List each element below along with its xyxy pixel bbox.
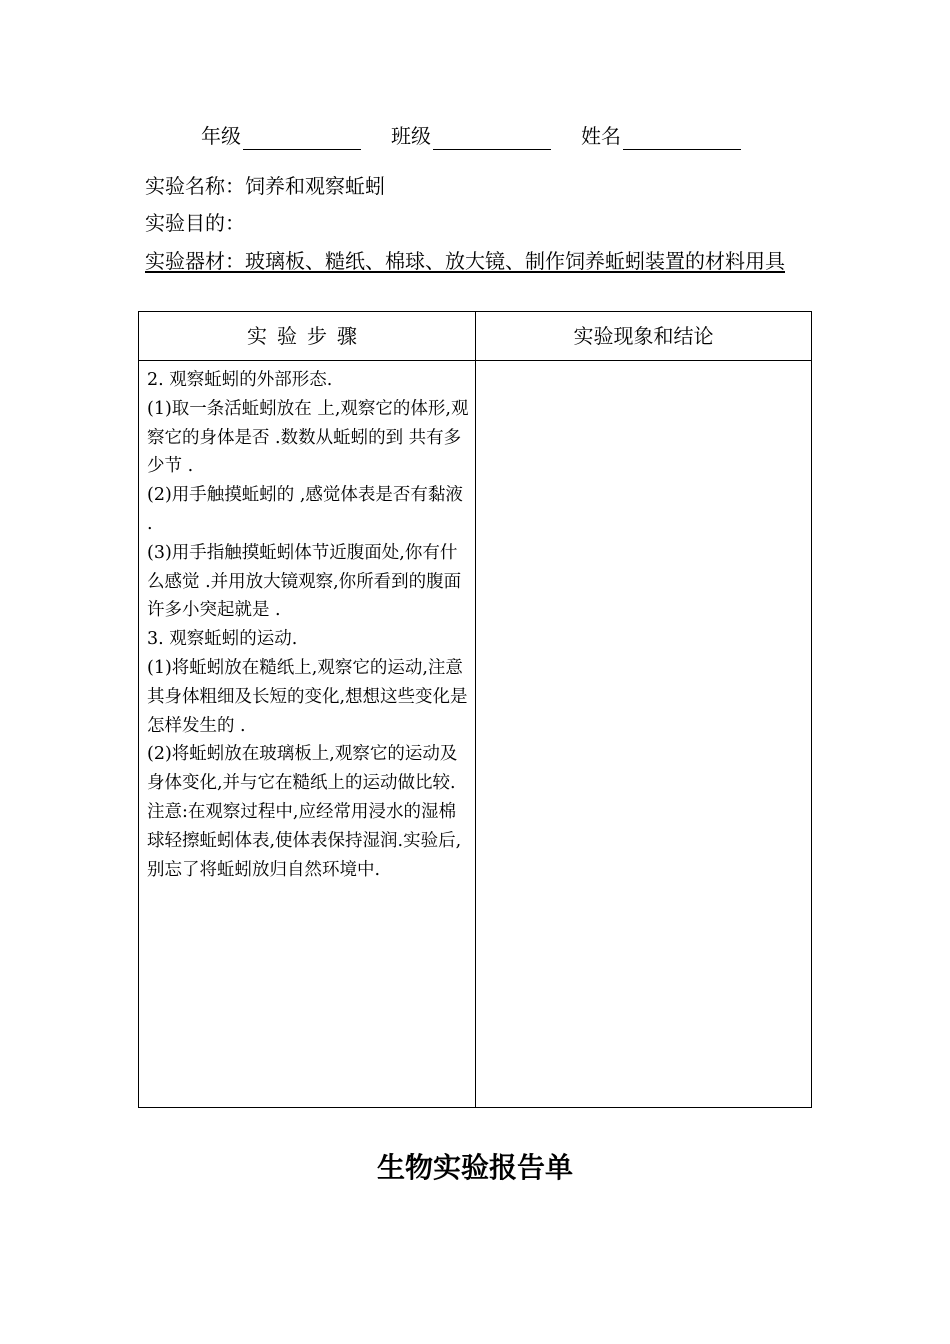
step-item: (1)取一条活蚯蚓放在 上,观察它的体形,观察它的身体是否 .数数从蚯蚓的到 共有多少节 . bbox=[147, 398, 469, 477]
experiment-table bbox=[138, 311, 812, 1108]
grade-field bbox=[201, 122, 361, 150]
step-item: (2)用手触摸蚯蚓的 ,感觉体表是否有黏液 . bbox=[147, 485, 463, 534]
step-item: 注意:在观察过程中,应经常用浸水的湿棉球轻擦蚯蚓体表,使体表保持湿润.实验后,别忘了将蚯蚓放归自然环境中. bbox=[147, 801, 462, 880]
class-label: 班级 bbox=[391, 124, 431, 148]
experiment-materials: 实验器材：玻璃板、糙纸、棉球、放大镜、制作饲养蚯蚓装置的材料用具 bbox=[145, 249, 785, 273]
grade-label: 年级 bbox=[201, 124, 241, 148]
result-cell[interactable] bbox=[476, 361, 811, 1107]
step-item: 3. 观察蚯蚓的运动. bbox=[147, 629, 298, 650]
name-label: 姓名 bbox=[581, 124, 621, 148]
class-blank[interactable] bbox=[433, 127, 551, 150]
step-item: (1)将蚯蚓放在糙纸上,观察它的运动,注意其身体粗细及长短的变化,想想这些变化是怎样发生的 . bbox=[147, 657, 468, 736]
experiment-purpose: 实验目的： bbox=[145, 211, 245, 235]
steps-cell bbox=[147, 366, 469, 884]
class-field bbox=[391, 122, 551, 150]
report-title: 生物实验报告单 bbox=[376, 1151, 573, 1184]
step-item: 2. 观察蚯蚓的外部形态. bbox=[147, 370, 333, 390]
step-item: (3)用手指触摸蚯蚓体节近腹面处,你有什么感觉 .并用放大镜观察,你所看到的腹面许多小突起就是 . bbox=[147, 542, 462, 621]
name-field bbox=[581, 122, 741, 150]
grade-blank[interactable] bbox=[243, 127, 361, 150]
step-item: (2)将蚯蚓放在玻璃板上,观察它的运动及身体变化,并与它在糙纸上的运动做比较. bbox=[147, 744, 458, 794]
experiment-name: 实验名称：饲养和观察蚯蚓 bbox=[145, 174, 385, 198]
steps-column-header: 实验步骤 bbox=[247, 324, 367, 348]
name-blank[interactable] bbox=[623, 127, 741, 150]
result-column-header: 实验现象和结论 bbox=[573, 324, 714, 348]
